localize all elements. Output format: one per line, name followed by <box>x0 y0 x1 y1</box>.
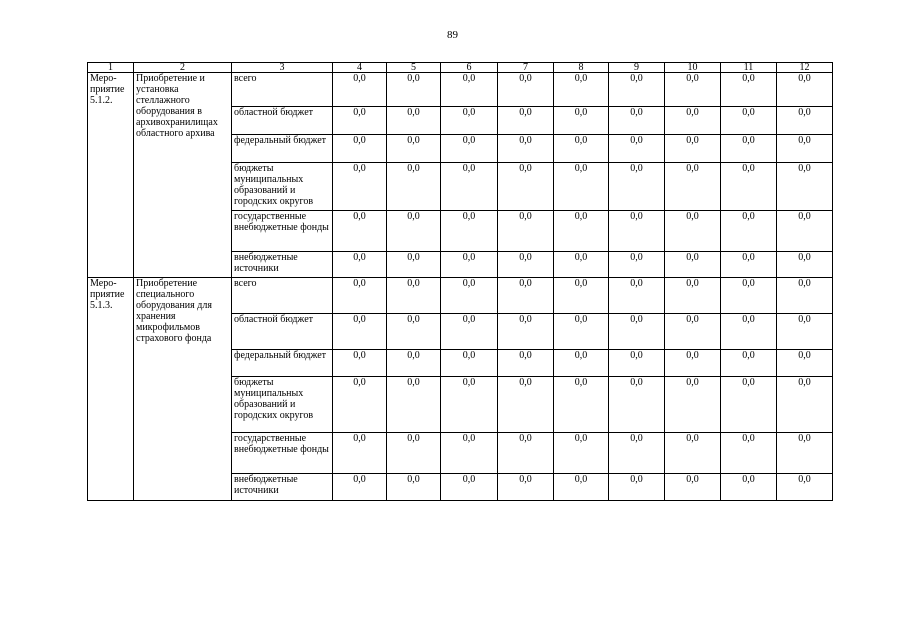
value-cell: 0,0 <box>665 377 721 433</box>
value-cell: 0,0 <box>387 211 441 252</box>
funding-source-cell: областной бюджет <box>232 314 333 350</box>
column-header: 6 <box>441 63 498 73</box>
funding-source-cell: государственные внебюджетные фонды <box>232 211 333 252</box>
value-cell: 0,0 <box>387 107 441 135</box>
column-header: 9 <box>609 63 665 73</box>
value-cell: 0,0 <box>777 314 833 350</box>
value-cell: 0,0 <box>777 377 833 433</box>
value-cell: 0,0 <box>333 163 387 211</box>
column-header: 11 <box>721 63 777 73</box>
value-cell: 0,0 <box>498 252 554 278</box>
event-name-cell: Приобретение специального оборудования для хранения микрофильмов страхового фонда <box>134 278 232 501</box>
value-cell: 0,0 <box>387 474 441 501</box>
value-cell: 0,0 <box>333 107 387 135</box>
value-cell: 0,0 <box>498 73 554 107</box>
value-cell: 0,0 <box>441 377 498 433</box>
value-cell: 0,0 <box>387 252 441 278</box>
value-cell: 0,0 <box>387 163 441 211</box>
value-cell: 0,0 <box>721 252 777 278</box>
value-cell: 0,0 <box>721 474 777 501</box>
value-cell: 0,0 <box>721 278 777 314</box>
value-cell: 0,0 <box>777 252 833 278</box>
value-cell: 0,0 <box>665 211 721 252</box>
event-code-line: 5.1.2. <box>90 95 113 106</box>
event-code-line: приятие <box>90 84 125 95</box>
value-cell: 0,0 <box>777 350 833 377</box>
value-cell: 0,0 <box>554 314 609 350</box>
value-cell: 0,0 <box>721 433 777 474</box>
value-cell: 0,0 <box>777 163 833 211</box>
column-header: 4 <box>333 63 387 73</box>
table-row <box>88 278 833 314</box>
value-cell: 0,0 <box>609 73 665 107</box>
column-header: 10 <box>665 63 721 73</box>
value-cell: 0,0 <box>333 350 387 377</box>
value-cell: 0,0 <box>777 278 833 314</box>
value-cell: 0,0 <box>333 474 387 501</box>
value-cell: 0,0 <box>441 135 498 163</box>
budget-table <box>87 62 833 501</box>
value-cell: 0,0 <box>609 474 665 501</box>
value-cell: 0,0 <box>441 252 498 278</box>
value-cell: 0,0 <box>665 252 721 278</box>
column-header: 8 <box>554 63 609 73</box>
funding-source-cell: бюджеты муниципальных образований и городских округов <box>232 377 333 433</box>
value-cell: 0,0 <box>721 314 777 350</box>
value-cell: 0,0 <box>498 163 554 211</box>
event-code-cell <box>88 73 134 278</box>
value-cell: 0,0 <box>554 433 609 474</box>
value-cell: 0,0 <box>665 163 721 211</box>
event-code-line: Меро- <box>90 73 117 84</box>
value-cell: 0,0 <box>387 377 441 433</box>
value-cell: 0,0 <box>721 135 777 163</box>
value-cell: 0,0 <box>498 211 554 252</box>
value-cell: 0,0 <box>609 211 665 252</box>
value-cell: 0,0 <box>721 377 777 433</box>
value-cell: 0,0 <box>609 107 665 135</box>
value-cell: 0,0 <box>498 135 554 163</box>
value-cell: 0,0 <box>333 73 387 107</box>
value-cell: 0,0 <box>609 433 665 474</box>
value-cell: 0,0 <box>721 163 777 211</box>
value-cell: 0,0 <box>609 278 665 314</box>
value-cell: 0,0 <box>665 314 721 350</box>
value-cell: 0,0 <box>498 433 554 474</box>
value-cell: 0,0 <box>387 278 441 314</box>
value-cell: 0,0 <box>333 135 387 163</box>
value-cell: 0,0 <box>777 474 833 501</box>
value-cell: 0,0 <box>554 252 609 278</box>
funding-source-cell: всего <box>232 278 333 314</box>
value-cell: 0,0 <box>609 350 665 377</box>
event-code-line: 5.1.3. <box>90 300 113 311</box>
value-cell: 0,0 <box>441 211 498 252</box>
value-cell: 0,0 <box>609 163 665 211</box>
value-cell: 0,0 <box>554 377 609 433</box>
page-number: 89 <box>447 29 458 41</box>
value-cell: 0,0 <box>441 350 498 377</box>
value-cell: 0,0 <box>721 73 777 107</box>
value-cell: 0,0 <box>609 252 665 278</box>
column-header: 3 <box>232 63 333 73</box>
value-cell: 0,0 <box>441 474 498 501</box>
column-header: 5 <box>387 63 441 73</box>
event-code-cell <box>88 278 134 501</box>
value-cell: 0,0 <box>721 211 777 252</box>
value-cell: 0,0 <box>777 433 833 474</box>
value-cell: 0,0 <box>333 433 387 474</box>
value-cell: 0,0 <box>665 350 721 377</box>
value-cell: 0,0 <box>554 474 609 501</box>
funding-source-cell: всего <box>232 73 333 107</box>
value-cell: 0,0 <box>441 107 498 135</box>
column-header: 1 <box>88 63 134 73</box>
value-cell: 0,0 <box>554 163 609 211</box>
value-cell: 0,0 <box>665 474 721 501</box>
value-cell: 0,0 <box>609 314 665 350</box>
value-cell: 0,0 <box>777 107 833 135</box>
value-cell: 0,0 <box>333 278 387 314</box>
value-cell: 0,0 <box>387 350 441 377</box>
value-cell: 0,0 <box>721 350 777 377</box>
value-cell: 0,0 <box>777 135 833 163</box>
value-cell: 0,0 <box>441 278 498 314</box>
value-cell: 0,0 <box>554 350 609 377</box>
value-cell: 0,0 <box>333 314 387 350</box>
value-cell: 0,0 <box>665 278 721 314</box>
table-row <box>88 73 833 107</box>
value-cell: 0,0 <box>333 211 387 252</box>
value-cell: 0,0 <box>554 73 609 107</box>
value-cell: 0,0 <box>554 278 609 314</box>
value-cell: 0,0 <box>441 314 498 350</box>
value-cell: 0,0 <box>665 135 721 163</box>
value-cell: 0,0 <box>777 211 833 252</box>
value-cell: 0,0 <box>441 163 498 211</box>
column-header: 7 <box>498 63 554 73</box>
event-code-line: приятие <box>90 289 125 300</box>
value-cell: 0,0 <box>441 73 498 107</box>
value-cell: 0,0 <box>498 107 554 135</box>
value-cell: 0,0 <box>441 433 498 474</box>
event-name-cell: Приобретение и установка стеллажного оборудования в архивохранилищах областного архива <box>134 73 232 278</box>
value-cell: 0,0 <box>665 107 721 135</box>
value-cell: 0,0 <box>387 73 441 107</box>
value-cell: 0,0 <box>609 135 665 163</box>
value-cell: 0,0 <box>721 107 777 135</box>
value-cell: 0,0 <box>333 377 387 433</box>
funding-source-cell: федеральный бюджет <box>232 135 333 163</box>
value-cell: 0,0 <box>554 135 609 163</box>
value-cell: 0,0 <box>387 135 441 163</box>
value-cell: 0,0 <box>777 73 833 107</box>
funding-source-cell: внебюджетные источники <box>232 474 333 501</box>
funding-source-cell: бюджеты муниципальных образований и городских округов <box>232 163 333 211</box>
value-cell: 0,0 <box>498 377 554 433</box>
value-cell: 0,0 <box>665 433 721 474</box>
column-header: 12 <box>777 63 833 73</box>
funding-source-cell: внебюджетные источники <box>232 252 333 278</box>
value-cell: 0,0 <box>498 278 554 314</box>
value-cell: 0,0 <box>498 474 554 501</box>
column-number-row <box>88 63 833 73</box>
value-cell: 0,0 <box>609 377 665 433</box>
value-cell: 0,0 <box>665 73 721 107</box>
event-code-line: Меро- <box>90 278 117 289</box>
value-cell: 0,0 <box>387 433 441 474</box>
funding-source-cell: государственные внебюджетные фонды <box>232 433 333 474</box>
value-cell: 0,0 <box>498 314 554 350</box>
funding-source-cell: областной бюджет <box>232 107 333 135</box>
column-header: 2 <box>134 63 232 73</box>
value-cell: 0,0 <box>498 350 554 377</box>
value-cell: 0,0 <box>554 107 609 135</box>
value-cell: 0,0 <box>333 252 387 278</box>
value-cell: 0,0 <box>554 211 609 252</box>
funding-source-cell: федеральный бюджет <box>232 350 333 377</box>
value-cell: 0,0 <box>387 314 441 350</box>
